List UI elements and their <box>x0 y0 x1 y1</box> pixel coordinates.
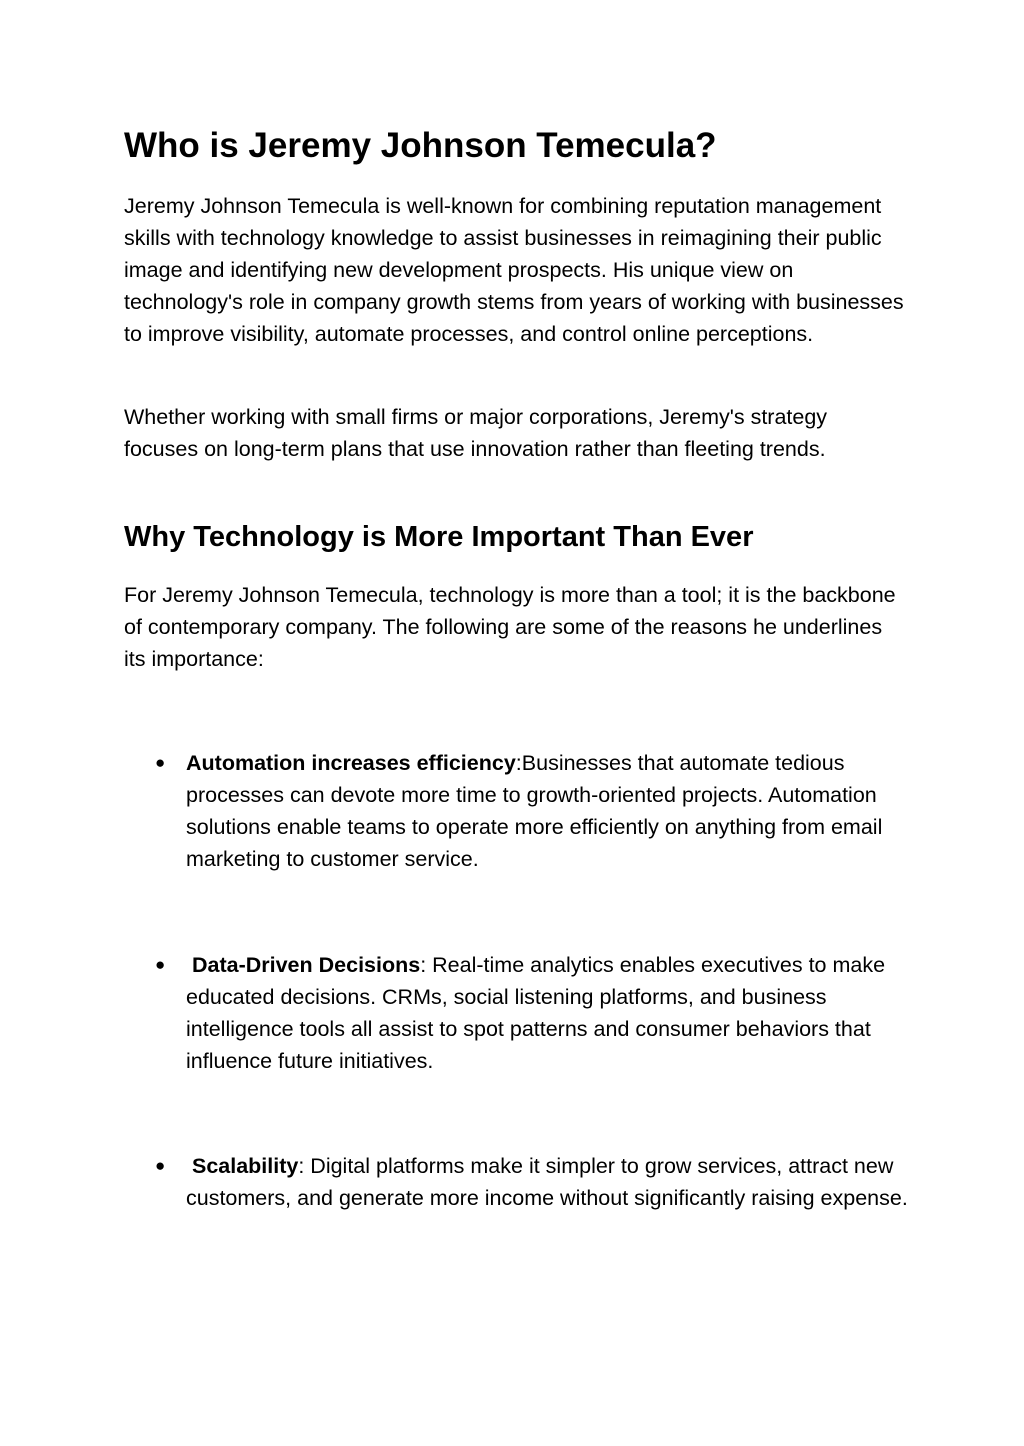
page-title: Who is Jeremy Johnson Temecula? <box>124 126 717 165</box>
list-item-body: Digital platforms make it simpler to grow services, attract new customers, and generate more income without significantly raising expense. <box>186 1154 908 1210</box>
list-item-separator: : <box>298 1154 311 1178</box>
bullet-icon: ● <box>155 955 166 974</box>
list-item-body: Real-time analytics enables executives to make educated decisions. CRMs, social listening platforms, and business intelligence tools all assist to spot patterns and consumer behaviors that influence future initiatives. <box>186 953 886 1073</box>
list-item-text <box>186 949 908 1077</box>
list-item-lead: Automation increases efficiency <box>186 751 516 775</box>
list-item-separator: : <box>420 953 433 977</box>
strategy-paragraph: Whether working with small firms or major corporations, Jeremy's strategy focuses on long-term plans that use innovation rather than fleeting trends. <box>124 405 828 461</box>
section-intro-paragraph: For Jeremy Johnson Temecula, technology is more than a tool; it is the backbone of contemporary company. The following are some of the reasons he underlines its importance: <box>124 583 896 671</box>
section-heading: Why Technology is More Important Than Ever <box>124 521 754 553</box>
list-item-body: Businesses that automate tedious processes can devote more time to growth-oriented projects. Automation solutions enable teams to operate more efficiently on anything from email marketing to customer service. <box>186 751 883 871</box>
intro-paragraph: Jeremy Johnson Temecula is well-known for combining reputation management skills with technology knowledge to assist businesses in reimagining their public image and identifying new development prospects. His unique view on technology's role in company growth stems from years of working with businesses to improve visibility, automate processes, and control online perceptions. <box>124 194 904 346</box>
list-item-text <box>186 1150 908 1214</box>
list-item-text <box>186 747 908 875</box>
list-item-lead: Scalability <box>186 1154 299 1178</box>
bullet-icon: ● <box>155 1156 166 1175</box>
bullet-icon: ● <box>155 753 166 772</box>
list-item-separator: : <box>515 751 522 775</box>
list-item-lead: Data-Driven Decisions <box>186 953 421 977</box>
